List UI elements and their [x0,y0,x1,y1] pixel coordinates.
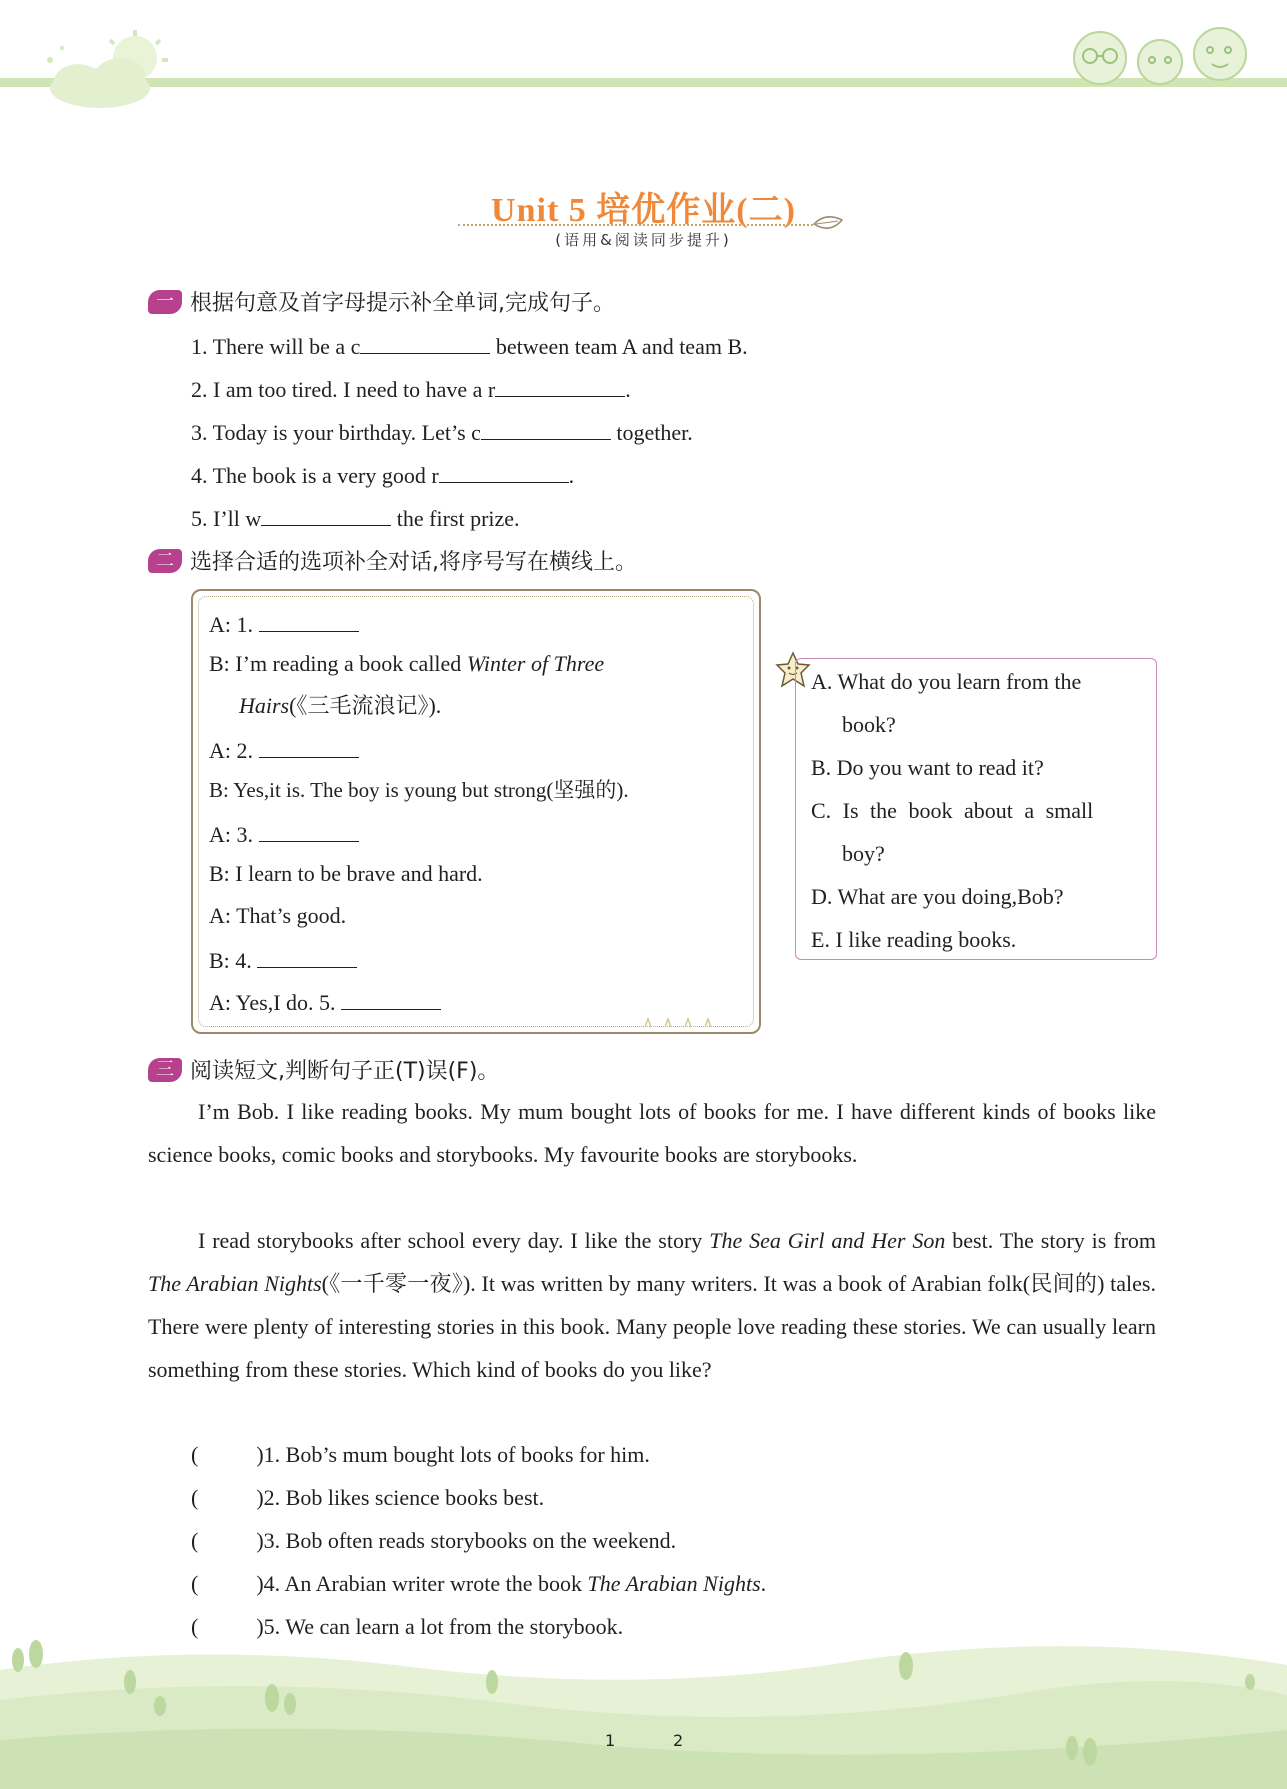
section2-heading-text: 选择合适的选项补全对话,将序号写在横线上。 [190,550,637,575]
section1-heading-text: 根据句意及首字母提示补全单词,完成句子。 [190,291,615,316]
dialog-line-a3: A: 3. [209,819,359,848]
answer-paren[interactable]: ( [191,1571,199,1596]
page-number-right: 2 [673,1731,684,1750]
dialog-line-a5: A: Yes,I do. 5. [209,987,441,1016]
section3-heading-text: 阅读短文,判断句子正(T)误(F)。 [190,1059,500,1084]
option-e: E. I like reading books. [811,927,1017,952]
answer-blank[interactable] [341,987,441,1010]
answer-blank[interactable] [481,417,611,440]
page-title: Unit 5 培优作业(二) [491,192,796,229]
answer-blank[interactable] [495,374,625,397]
tf-question-1: ( )1. Bob’s mum bought lots of books for him. [191,1442,650,1467]
page-number-left: 1 [605,1731,616,1750]
option-a: A. What do you learn from the [811,669,1082,694]
answer-paren[interactable]: ( [191,1614,199,1639]
option-c: C. Is the book about a small [811,798,1094,823]
option-d: D. What are you doing,Bob? [811,884,1064,909]
section1-heading [148,286,615,317]
dialog-line-b1: B: I’m reading a book called Winter of Three [209,651,605,676]
dialog-line-b2: B: Yes,it is. The boy is young but strong(坚强的). [209,778,629,802]
page-subtitle: (语用&阅读同步提升) [555,231,732,249]
answer-blank[interactable] [439,460,569,483]
answer-paren[interactable]: ( [191,1528,199,1553]
dialog-line-b4: B: 4. [209,945,357,974]
dialog-line-a2: A: 2. [209,735,359,764]
title-dotted-rule [458,224,813,226]
s1-item-1: 1. There will be a c between team A and team B. [191,331,748,360]
s1-item-4: 4. The book is a very good r . [191,460,574,489]
section2-heading [148,545,637,576]
sun-cloud-icon [40,30,170,110]
tf-question-3: ( )3. Bob often reads storybooks on the weekend. [191,1528,677,1553]
passage-paragraph-2: I read storybooks after school every day. I like the story The Sea Girl and Her Son best. The story is from The Arabian Nights(《一千零一夜》). It was written by many writers. It was a book of Arabian folk(民间的) tales. There were plenty of interesting stories in this book. Many people love reading these stories. We can usually learn something from these stories. Which kind of books do you like? [148,1228,1157,1382]
answer-blank[interactable] [261,503,391,526]
grass-icon [640,1016,730,1028]
s1-item-3: 3. Today is your birthday. Let’s c together. [191,417,693,446]
tf-question-5: ( )5. We can learn a lot from the storybook. [191,1614,624,1639]
answer-blank[interactable] [360,331,490,354]
option-b: B. Do you want to read it? [811,755,1044,780]
section3-badge: 三 [148,1058,182,1082]
s1-item-5: 5. I’ll w the first prize. [191,503,520,532]
passage-paragraph-1: I’m Bob. I like reading books. My mum bought lots of books for me. I have different kinds of books like science books, comic books and storybooks. My favourite books are storybooks. [148,1099,1156,1167]
option-a-cont: book? [842,712,896,737]
answer-paren[interactable]: ( [191,1442,199,1467]
answer-blank[interactable] [259,609,359,632]
dialog-line-a1: A: 1. [209,609,359,638]
dialog-line-a4: A: That’s good. [209,903,347,928]
section2-badge: 二 [148,549,182,573]
answer-blank[interactable] [259,735,359,758]
footer-hills-illustration [0,1620,1287,1789]
section1-badge: 一 [148,290,182,314]
s1-item-2: 2. I am too tired. I need to have a r . [191,374,631,403]
dialog-line-b1-cont: Hairs(《三毛流浪记》). [239,693,442,718]
answer-blank[interactable] [259,819,359,842]
tf-question-2: ( )2. Bob likes science books best. [191,1485,545,1510]
answer-paren[interactable]: ( [191,1485,199,1510]
dialog-line-b3: B: I learn to be brave and hard. [209,861,483,886]
option-c-cont: boy? [842,841,885,866]
answer-blank[interactable] [257,945,357,968]
section3-heading [148,1054,499,1085]
animal-faces-icon [1060,20,1255,88]
tf-question-4: ( )4. An Arabian writer wrote the book The Arabian Nights. [191,1571,767,1596]
